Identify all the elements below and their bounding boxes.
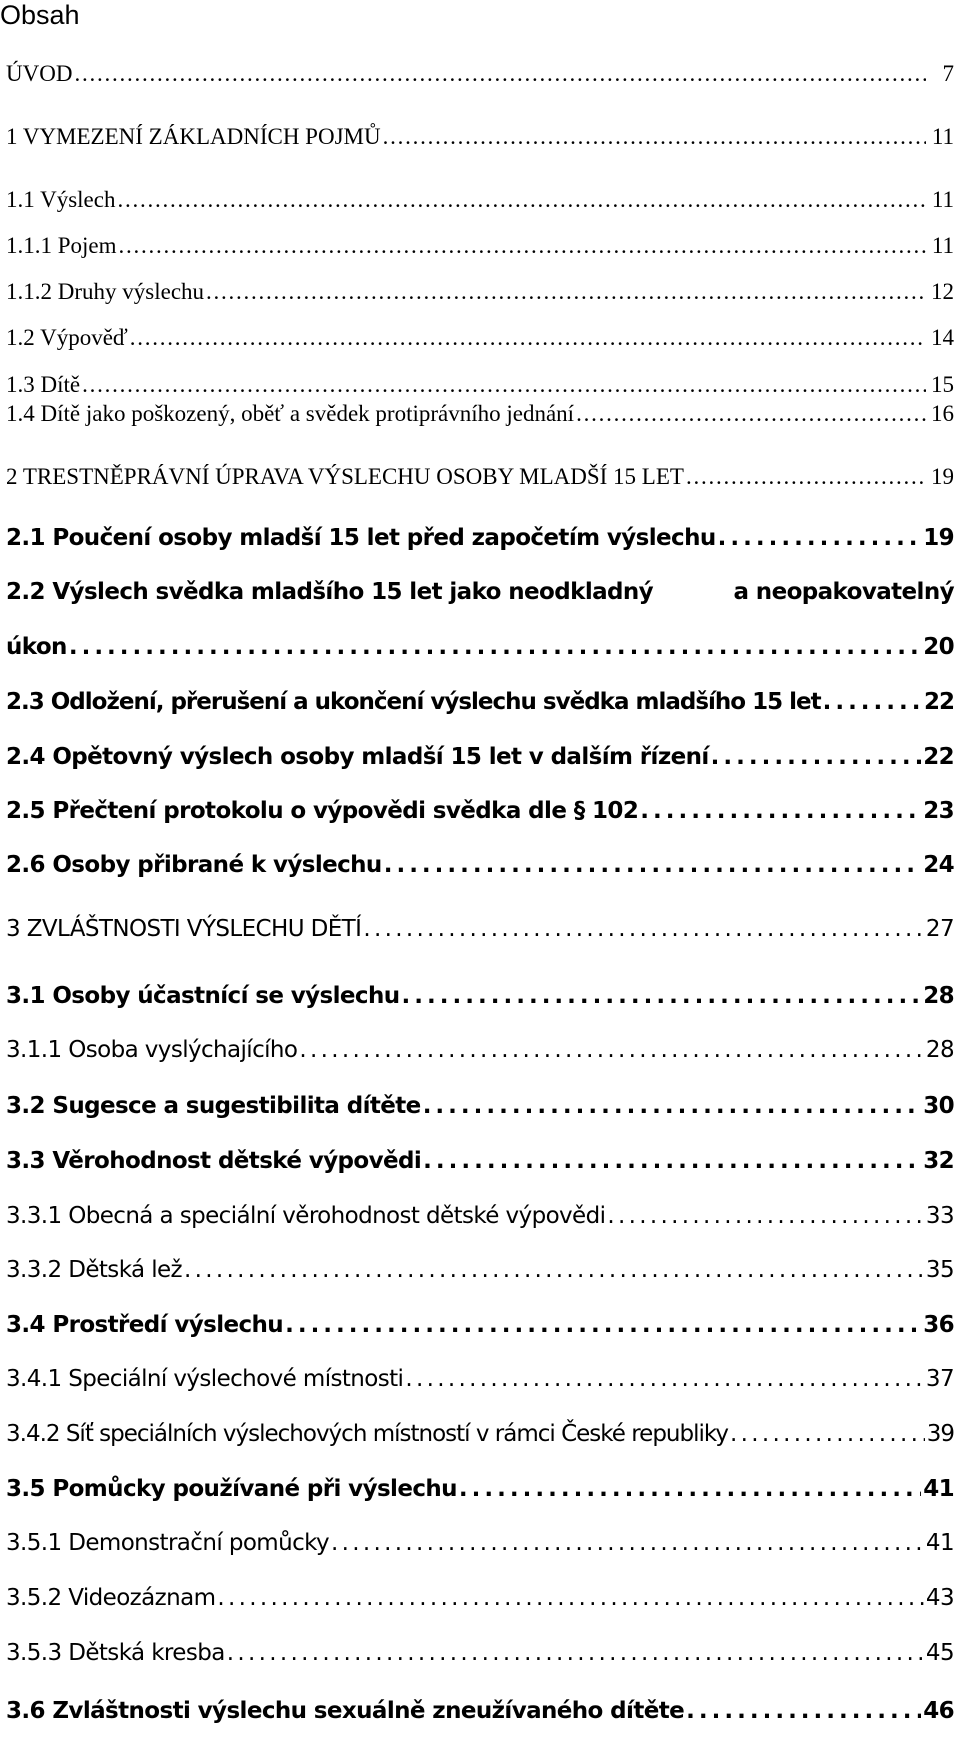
toc-entry-page: 36 (923, 1312, 954, 1338)
toc-entry-page: 39 (926, 1421, 954, 1447)
toc-entry-page: 16 (931, 401, 954, 426)
toc-entry-page: 11 (931, 187, 954, 212)
toc-entry-label: 3.5.3 Dětská kresba (6, 1640, 225, 1666)
toc-entry-page: 7 (942, 61, 954, 86)
toc-entry-page: 15 (931, 372, 954, 397)
dot-leader (285, 1308, 921, 1342)
dot-leader (363, 912, 924, 946)
toc-entry-3-3-1[interactable] (6, 1199, 954, 1233)
toc-entry-label: 3.5 Pomůcky používané při výslechu (6, 1476, 457, 1502)
toc-entry-1-1-1[interactable] (6, 229, 954, 263)
toc-entry-page: 30 (923, 1093, 954, 1119)
toc-entry-page: 12 (931, 279, 954, 304)
toc-entry-label: 2.6 Osoby přibrané k výslechu (6, 852, 382, 878)
toc-entry-page: 22 (923, 689, 954, 715)
toc-entry-page: 32 (923, 1148, 954, 1174)
dot-leader (383, 120, 926, 154)
dot-leader (607, 1199, 924, 1233)
dot-leader (686, 460, 926, 494)
dot-leader (423, 1144, 921, 1178)
toc-entry-chapter-3[interactable] (6, 912, 954, 946)
toc-entry-2-2-line1[interactable] (6, 575, 954, 609)
toc-entry-label-end: a neopakovatelný (733, 579, 954, 605)
toc-entry-label: 3.5.2 Videozáznam (6, 1585, 216, 1611)
toc-entry-2-6[interactable] (6, 848, 954, 882)
toc-entry-page: 43 (925, 1585, 954, 1611)
toc-entry-label: 3.3.1 Obecná a speciální věrohodnost dětské výpovědi (6, 1203, 606, 1229)
toc-entry-label: úkon (6, 634, 67, 660)
dot-leader (423, 1089, 922, 1123)
toc-entry-page: 19 (923, 525, 954, 551)
toc-entry-3-3[interactable] (6, 1144, 954, 1178)
toc-entry-label: 3.2 Sugesce a sugestibilita dítěte (6, 1093, 421, 1119)
dot-leader (459, 1472, 921, 1506)
toc-entry-2-5[interactable] (6, 794, 954, 828)
toc-entry-label: 3.1.1 Osoba vyslýchajícího (6, 1037, 298, 1063)
toc-entry-label: 2.2 Výslech svědka mladšího 15 let jako neodkladný (6, 579, 654, 605)
toc-entry-1-4[interactable] (6, 397, 954, 431)
toc-entry-page: 41 (925, 1530, 954, 1556)
toc-entry-3-2[interactable] (6, 1089, 954, 1123)
toc-entry-3-5[interactable] (6, 1472, 954, 1506)
toc-entry-label: 2.4 Opětovný výslech osoby mladší 15 let v dalším řízení (6, 744, 709, 770)
toc-entry-1-1-2[interactable] (6, 275, 954, 309)
toc-entry-1-2[interactable] (6, 321, 954, 355)
toc-entry-page: 24 (923, 852, 954, 878)
toc-entry-page: 23 (923, 798, 954, 824)
toc-entry-3-1[interactable] (6, 979, 954, 1013)
toc-entry-3-4[interactable] (6, 1308, 954, 1342)
toc-entry-3-3-2[interactable] (6, 1253, 954, 1287)
toc-entry-label: 3.5.1 Demonstrační pomůcky (6, 1530, 330, 1556)
toc-entry-3-5-1[interactable] (6, 1526, 954, 1560)
toc-entry-3-4-1[interactable] (6, 1362, 954, 1396)
toc-entry-label: 2.5 Přečtení protokolu o výpovědi svědka dle § 102 (6, 798, 639, 824)
toc-entry-page: 19 (931, 464, 954, 489)
toc-entry-page: 27 (925, 916, 954, 942)
toc-entry-label: 2 TRESTNĚPRÁVNÍ ÚPRAVA VÝSLECHU OSOBY MLADŠÍ 15 LET (6, 464, 684, 489)
toc-entry-page: 11 (931, 233, 954, 258)
dot-leader (730, 1417, 925, 1451)
page-title: Obsah (0, 0, 80, 30)
dot-leader (686, 1694, 921, 1728)
toc-entry-label: 3.4.1 Speciální výslechové místnosti (6, 1366, 404, 1392)
dot-leader (117, 183, 926, 217)
toc-entry-2-2[interactable] (6, 630, 954, 664)
toc-entry-page: 14 (931, 325, 954, 350)
toc-entry-page: 20 (923, 634, 954, 660)
dot-leader (130, 321, 926, 355)
toc-entry-3-6[interactable] (6, 1694, 954, 1728)
dot-leader (640, 794, 921, 828)
toc-entry-chapter-1[interactable] (6, 120, 954, 154)
toc-entry-page: 41 (923, 1476, 954, 1502)
toc-entry-3-5-2[interactable] (6, 1581, 954, 1615)
toc-entry-page: 28 (925, 1037, 954, 1063)
toc-entry-label: 3.4.2 Síť speciálních výslechových místností v rámci České republiky (6, 1421, 728, 1447)
dot-leader (384, 848, 921, 882)
toc-entry-1-1[interactable] (6, 183, 954, 217)
dot-leader (576, 397, 926, 431)
dot-leader (184, 1253, 924, 1287)
toc-entry-2-1[interactable] (6, 521, 954, 555)
toc-entry-2-3[interactable] (6, 685, 954, 719)
toc-entry-page: 22 (923, 744, 954, 770)
dot-leader (217, 1581, 924, 1615)
toc-entry-page: 37 (925, 1366, 954, 1392)
toc-entry-page: 35 (925, 1257, 954, 1283)
toc-entry-page: 45 (925, 1640, 954, 1666)
dot-leader (69, 630, 921, 664)
toc-entry-label: 3.4 Prostředí výslechu (6, 1312, 284, 1338)
dot-leader (402, 979, 922, 1013)
toc-entry-chapter-2[interactable] (6, 460, 954, 494)
toc-entry-label: 2.3 Odložení, přerušení a ukončení výslechu svědka mladšího 15 let (6, 689, 821, 715)
toc-entry-page: 11 (931, 124, 954, 149)
toc-entry-label: 3.3 Věrohodnost dětské výpovědi (6, 1148, 422, 1174)
toc-entry-label: 1.1.1 Pojem (6, 233, 117, 258)
toc-entry-3-4-2[interactable] (6, 1417, 954, 1451)
toc-entry-uvod[interactable] (6, 57, 954, 91)
dot-leader (74, 57, 926, 91)
toc-entry-2-4[interactable] (6, 740, 954, 774)
dot-leader (823, 685, 922, 719)
dot-leader (119, 229, 926, 263)
dot-leader (331, 1526, 924, 1560)
toc-entry-label: 1 VYMEZENÍ ZÁKLADNÍCH POJMŮ (6, 124, 381, 149)
toc-entry-label: 1.3 Dítě (6, 372, 81, 397)
toc-entry-label: ÚVOD (6, 61, 73, 86)
toc-entry-page: 33 (925, 1203, 954, 1229)
dot-leader (718, 521, 922, 555)
toc-entry-label: 3.1 Osoby účastnící se výslechu (6, 983, 400, 1009)
toc-entry-label: 2.1 Poučení osoby mladší 15 let před započetím výslechu (6, 525, 716, 551)
dot-leader (299, 1033, 924, 1067)
dot-leader (711, 740, 922, 774)
toc-entry-page: 46 (923, 1698, 954, 1724)
toc-entry-label: 1.1 Výslech (6, 187, 116, 212)
dot-leader (405, 1362, 924, 1396)
toc-entry-page: 28 (923, 983, 954, 1009)
toc-entry-3-1-1[interactable] (6, 1033, 954, 1067)
toc-entry-3-5-3[interactable] (6, 1636, 954, 1670)
toc-entry-label: 3 ZVLÁŠTNOSTI VÝSLECHU DĚTÍ (6, 916, 362, 942)
toc-entry-label: 1.2 Výpověď (6, 325, 128, 350)
toc-entry-label: 1.1.2 Druhy výslechu (6, 279, 205, 304)
toc-entry-label: 1.4 Dítě jako poškozený, oběť a svědek protiprávního jednání (6, 401, 575, 426)
dot-leader (206, 275, 926, 309)
dot-leader (227, 1636, 924, 1670)
toc-entry-label: 3.6 Zvláštnosti výslechu sexuálně zneužívaného dítěte (6, 1698, 685, 1724)
toc-entry-label: 3.3.2 Dětská lež (6, 1257, 183, 1283)
